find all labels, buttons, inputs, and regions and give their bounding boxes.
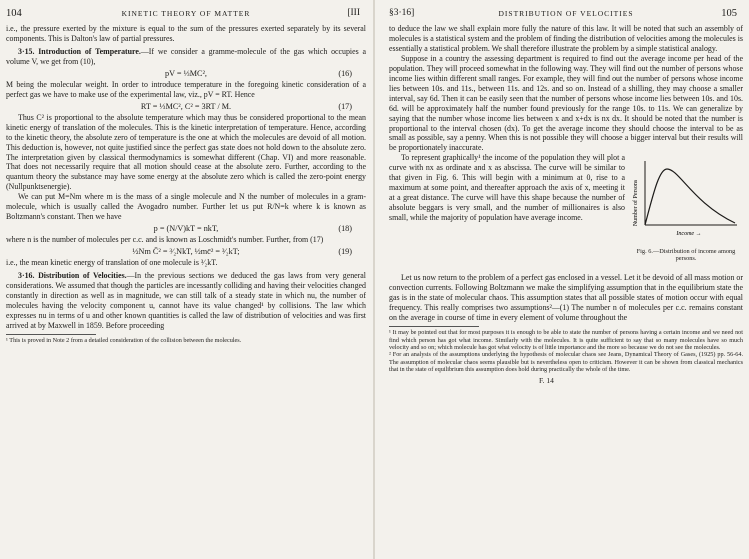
page-number: 104 <box>6 8 22 19</box>
chapter-ref: [III <box>347 8 360 18</box>
section-heading: 3·15. Introduction of Temperature. <box>18 46 141 56</box>
figure-caption: Fig. 6.—Distribution of income among persons. <box>636 248 736 263</box>
paragraph: 3·16. Distribution of Velocities.—In the previous sections we deduced the gas laws from very general considerations. We assumed that though the particles are incessantly colliding and having their velocities changed constantly in direction as well as in magnitude, we can still talk of a steady state in which nu, the number of molecules having the velocity component u, cannot have its value changed¹ by collisions. The law which expresses nu in terms of u and other known quantities is called the law of distribution of velocities and was first arrived at by Maxwell in 1859. Before proceeding <box>6 271 366 330</box>
right-header <box>389 8 743 24</box>
signature-mark: F. 14 <box>539 375 554 385</box>
right-page <box>375 0 749 559</box>
y-axis-label: Number of Persons <box>633 180 639 227</box>
figure-6 <box>631 155 741 271</box>
distribution-curve <box>645 169 735 225</box>
equation: RT = ⅓MC², C² = 3RT / M. (17) <box>140 101 352 111</box>
running-title: KINETIC THEORY OF MATTER <box>121 9 251 18</box>
paragraph: i.e., the pressure exerted by the mixture is equal to the sum of the pressures exerted separately by its several components. This is Dalton's law of partial pressures. <box>6 24 366 43</box>
paragraph: 3·15. Introduction of Temperature.—If we consider a gramme-molecule of the gas which occupies a volume V, we get from (10), <box>6 46 366 66</box>
equation-number: (16) <box>338 68 352 78</box>
paragraph: To represent graphically¹ the income of the population they will plot a curve with nx as ordinate and x as abscissa. The curve will be similar to that given in Fig. 6. This will begin with a minimum at 0, rise to a maximum at some point, and thereafter approach the axis of x, meeting it at a great distance. The curve will have this shape because the number of absolute beggars is very small, and the number of millionaires is also small, while the majority of population have average income. <box>389 153 625 223</box>
paragraph: Suppose in a country the assessing department is required to find out the average income per head of the population. They will proceed somewhat in the following way. They will find out the number of persons whose income lies within different small ranges. For example, they will find out the number of persons whose income lies between 10s. and 11s., between 11s. and 12s. and so on. Instead of a shilling, they may choose a smaller interval, say 6d. Then it can be easily seen that the number of persons whose income lies between 10s. and 10s. 6d. will be approximately half the number found previously for the range 10s. to 11s. We can generalize by saying that the number whose income lies between x and x+dx is nx dx. It should be noted that the number is proportional to the interval chosen (dx). To get the average income they should choose the interval to be as small as possible, say a penny. When this is not possible they will choose a bigger interval but their results will be proportionately inaccurate. <box>389 53 743 153</box>
paragraph: where n is the number of molecules per c.c. and is known as Loschmidt's number. Further, from (17) <box>6 235 324 245</box>
footnote: ¹ It may be pointed out that for most purposes it is enough to be able to state the number of persons having a certain income and we need not find which person has got what income. Similarly with the molecules. It is quite sufficient to say that so many molecules have so much velocity and so on; which molecule has got what velocity is of little importance and the more so because we do not see the molecules. <box>389 329 743 351</box>
left-header <box>6 8 366 24</box>
footnote-rule <box>389 326 479 327</box>
left-page <box>0 0 374 559</box>
section-heading: 3·16. Distribution of Velocities. <box>18 271 127 281</box>
paragraph: We can put M=Nm where m is the mass of a single molecule and N the number of molecules in a gram-molecule, which is usually called the Avogadro number. Further let us put R/N=k where k is known as Boltzmann's constant. Then we have <box>6 192 366 222</box>
figure-block <box>389 153 743 273</box>
x-axis-label: Income → <box>676 231 702 238</box>
paragraph: to deduce the law we shall explain more fully the nature of this law. It will be noted that such an assembly of molecules is a statistical system and the problem of finding the distribution of velocities among the molecules is essentially a statistical problem. We shall therefore illustrate the problem by a simple statistical analogy. <box>389 24 743 53</box>
paragraph: i.e., the mean kinetic energy of translation of one molecule is ³⁄₂kT. <box>6 258 218 268</box>
paragraph: M being the molecular weight. In order to introduce temperature in the foregoing kinetic consideration of a perfect gas we have to make use of the experimental law, viz., pV = RT. Hence <box>6 79 366 99</box>
footnote-rule <box>6 334 96 335</box>
equation-number: (19) <box>338 247 352 257</box>
page-number: 105 <box>721 8 737 19</box>
paragraph: Let us now return to the problem of a perfect gas enclosed in a vessel. Let it be devoid of all mass motion or convection currents. Following Boltzmann we make the simplifying assumption that in the equilibrium state the gas is in the state of molecular chaos. This assumption states that all possible states of motion occur with equal frequency. This really comprises two assumptions²—(1) The number n of molecules per c.c. remains constant on the average in course of time in every element of volume throughout the <box>389 273 743 323</box>
income-distribution-chart <box>631 155 741 243</box>
footnote: ² For an analysis of the assumptions underlying the hypothesis of molecular chaos see Jeans, Dynamical Theory of Gases, (1925) pp. 56-64. The assumption of molecular chaos seems plausible but is nevertheless open to criticism. However it can be shown from classical mechanics that in the state of equilibrium this assumption does hold during practically the whole of the time. <box>389 351 743 374</box>
footnote: ¹ This is proved in Note 2 from a detailed consideration of the collision between the molecules. <box>6 336 242 344</box>
equation-number: (18) <box>338 224 352 234</box>
running-title: DISTRIBUTION OF VELOCITIES <box>498 9 634 18</box>
equation: pV = ⅓MC², (16) <box>165 68 352 78</box>
equation: ½Nm C̄² = ³⁄₂NkT, ½mc̄² = ³⁄₂kT; (19) <box>132 247 352 257</box>
equation-number: (17) <box>338 101 352 111</box>
section-ref: §3·16] <box>389 8 415 18</box>
equation: p = (N/V)kT = nkT, (18) <box>153 224 352 234</box>
paragraph: Thus C² is proportional to the absolute temperature which may thus be considered proportional to the mean kinetic energy of translation of the molecules. This is the kinetic interpretation of temperature. Hence, according to the kinetic theory, the absolute zero of temperature is the one at which the molecules are devoid of all motion. This deduction is, however, not quite justified since the perfect gas state does not hold down to the absolute zero. The interpretation given by classical thermodynamics is somewhat different (Chap. VI) and more reasonable. That does not necessarily require that all motion should cease at the absolute zero. Further, according to the quantum theory the substance may have some energy at the absolute zero which is called the zero-point energy (Nullpunktsenergie). <box>6 112 366 192</box>
